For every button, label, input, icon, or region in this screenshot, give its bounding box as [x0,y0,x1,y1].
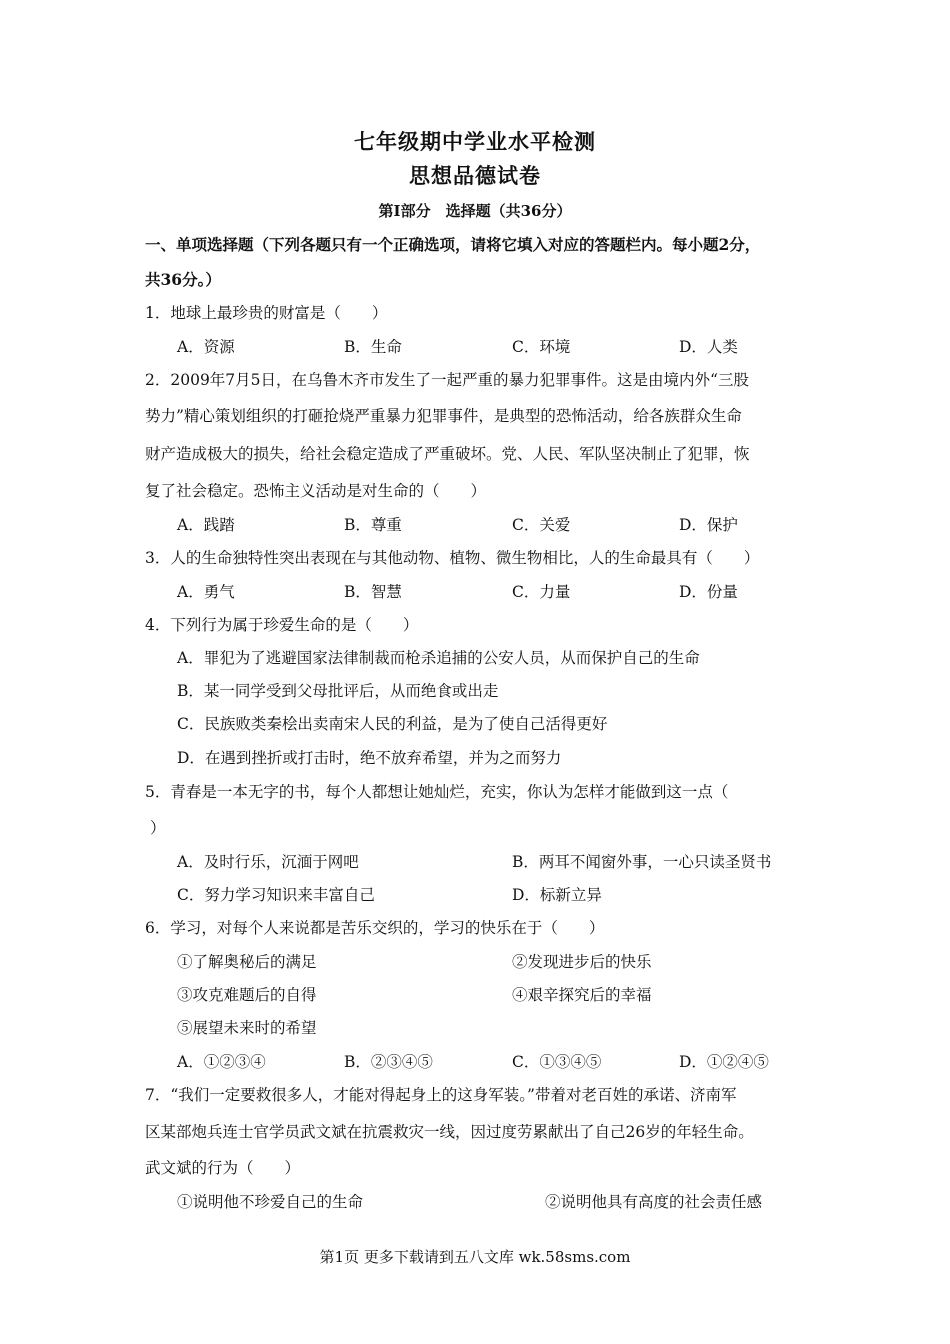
question-2-stem-line1: 2．2009年7月5日，在乌鲁木齐市发生了一起严重的暴力犯罪事件。这是由境内外“三股 [145,371,749,389]
q3-option-c: C．力量 [512,583,571,601]
section-heading: 一、单项选择题（下列各题只有一个正确选项，请将它填入对应的答题栏内。每小题2分， [145,235,761,254]
exam-subject: 思想品德试卷 [409,163,541,188]
question-5-stem-line2: ） [150,819,166,837]
exam-title: 七年级期中学业水平检测 [354,129,596,154]
q2-option-a: A．践踏 [177,516,235,534]
q3-option-b: B．智慧 [344,583,402,601]
question-5-stem-line1: 5．青春是一本无字的书，每个人都想让她灿烂，充实，你认为怎样才能做到这一点（ [145,783,729,801]
q2-option-b: B．尊重 [344,516,402,534]
question-3-stem: 3．人的生命独特性突出表现在与其他动物、植物、微生物相比，人的生命最具有（ ） [145,549,760,567]
question-7-stem-line2: 区某部炮兵连士官学员武文斌在抗震救灾一线，因过度劳累献出了自己26岁的年轻生命。 [145,1123,754,1141]
q5-option-c: C．努力学习知识来丰富自己 [177,886,375,904]
q3-option-d: D．份量 [679,583,738,601]
q6-item-5: ⑤展望未来时的希望 [177,1019,317,1037]
q5-option-a: A．及时行乐，沉湎于网吧 [177,853,359,871]
question-7-stem-line1: 7．“我们一定要救很多人，才能对得起身上的这身军装。”带着对老百姓的承诺、济南军 [145,1086,737,1104]
page-footer: 第1页 更多下载请到五八文库 wk.58sms.com [319,1248,631,1266]
q5-option-d: D．标新立异 [512,886,602,904]
question-7-stem-line3: 武文斌的行为（ ） [145,1159,301,1177]
q3-option-a: A．勇气 [177,583,235,601]
q2-option-d: D．保护 [679,516,738,534]
q7-item-2: ②说明他具有高度的社会责任感 [545,1193,763,1211]
q4-option-c: C．民族败类秦桧出卖南宋人民的利益，是为了使自己活得更好 [177,715,608,733]
q1-option-b: B．生命 [344,338,402,356]
q4-option-d: D．在遇到挫折或打击时，绝不放弃希望，并为之而努力 [177,749,562,767]
q4-option-b: B．某一同学受到父母批评后，从而绝食或出走 [177,682,499,700]
part-heading: 第Ⅰ部分 选择题（共36分） [378,202,572,220]
q2-option-c: C．关爱 [512,516,571,534]
q6-item-4: ④艰辛探究后的幸福 [512,986,652,1004]
q7-item-1: ①说明他不珍爱自己的生命 [177,1193,364,1211]
q6-option-c: C．①③④⑤ [512,1053,602,1071]
question-4-stem: 4．下列行为属于珍爱生命的是（ ） [145,616,419,634]
q6-item-1: ①了解奥秘后的满足 [177,953,317,971]
q6-item-2: ②发现进步后的快乐 [512,953,652,971]
q4-option-a: A．罪犯为了逃避国家法律制裁而枪杀追捕的公安人员，从而保护自己的生命 [177,649,700,667]
q6-option-b: B．②③④⑤ [344,1053,433,1071]
question-2-stem-line2: 势力”精心策划组织的打砸抢烧严重暴力犯罪事件，是典型的恐怖活动，给各族群众生命 [145,407,742,425]
q5-option-b: B．两耳不闻窗外事，一心只读圣贤书 [512,853,772,871]
q6-option-a: A．①②③④ [177,1053,266,1071]
question-2-stem-line3: 财产造成极大的损失，给社会稳定造成了严重破坏。党、人民、军队坚决制止了犯罪，恢 [145,445,750,463]
q1-option-a: A．资源 [177,338,235,356]
question-6-stem: 6．学习，对每个人来说都是苦乐交织的，学习的快乐在于（ ） [145,919,605,937]
q6-item-3: ③攻克难题后的自得 [177,986,317,1004]
question-1-stem: 1．地球上最珍贵的财富是（ ） [145,304,388,322]
q6-option-d: D．①②④⑤ [679,1053,769,1071]
question-2-stem-line4: 复了社会稳定。恐怖主义活动是对生命的（ ） [145,482,487,500]
section-heading-cont: 共36分。） [145,270,221,289]
q1-option-d: D．人类 [679,338,738,356]
q1-option-c: C．环境 [512,338,571,356]
